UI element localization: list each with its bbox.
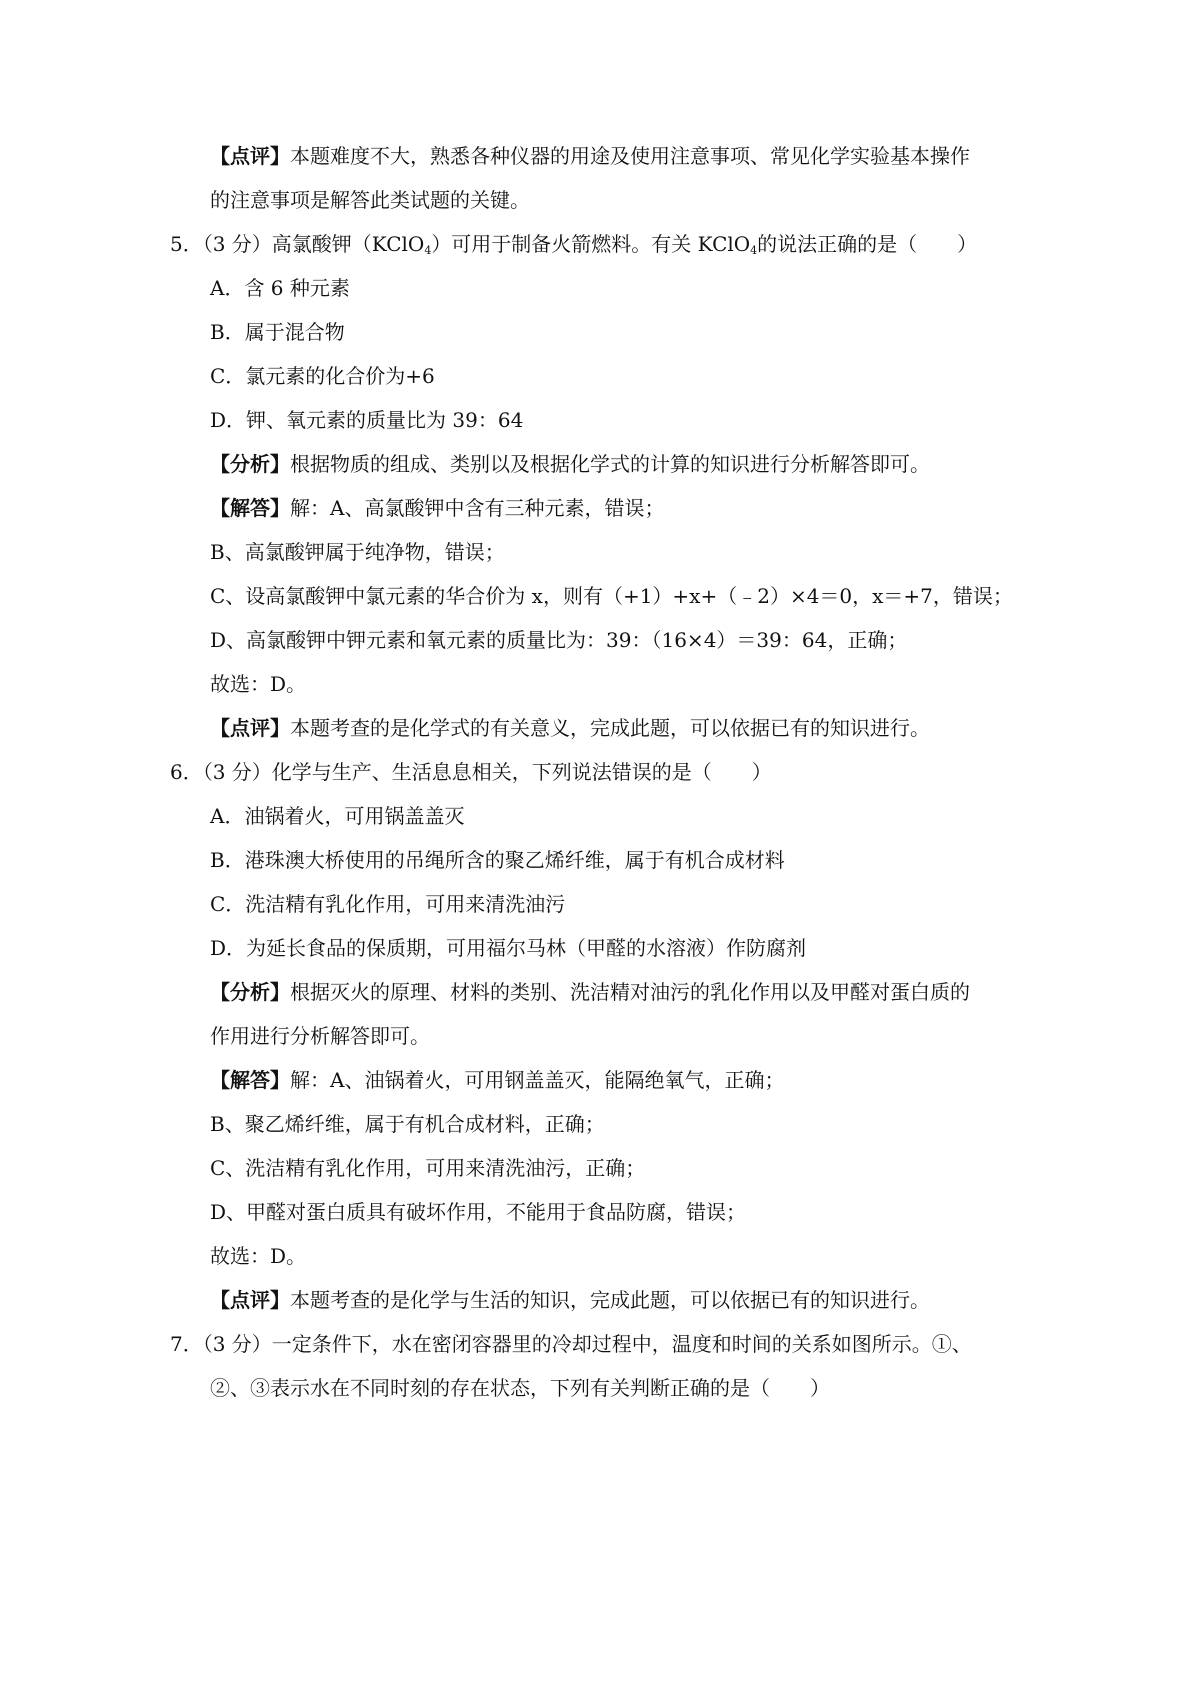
q6-analysis-text: 根据灭火的原理、材料的类别、洗洁精对油污的乳化作用以及甲醛对蛋白质的: [290, 980, 970, 1004]
q5-option-a: A．含 6 种元素: [210, 276, 350, 300]
answer-tag: 【解答】: [210, 1068, 290, 1092]
q5-comment: [210, 714, 930, 742]
q5-option-c: C．氯元素的化合价为+6: [210, 364, 435, 388]
q5-answer-text: 解：A、高氯酸钾中含有三种元素，错误；: [290, 496, 665, 520]
q5-answer-line-5: 故选：D。: [210, 672, 307, 696]
answer-tag: 【解答】: [210, 496, 290, 520]
q6-comment-text: 本题考查的是化学与生活的知识，完成此题，可以依据已有的知识进行。: [290, 1288, 930, 1312]
q5-answer-line-3: C、设高氯酸钾中氯元素的华合价为 x，则有（+1）+x+（﹣2）×4＝0，x＝+7，错误；: [210, 584, 1013, 608]
q6-answer-line-5: 故选：D。: [210, 1244, 307, 1268]
q5-answer-line-2: B、高氯酸钾属于纯净物，错误；: [210, 540, 505, 564]
q5-stem-part-1: 5．（3 分）高氯酸钾（KClO: [170, 232, 425, 256]
q6-option-d: D．为延长食品的保质期，可用福尔马林（甲醛的水溶液）作防腐剂: [210, 936, 807, 960]
q6-stem: 6．（3 分）化学与生产、生活息息相关，下列说法错误的是（ ）: [170, 760, 772, 784]
q6-option-c: C．洗洁精有乳化作用，可用来清洗油污: [210, 892, 566, 916]
analysis-tag: 【分析】: [210, 980, 290, 1004]
q5-analysis-text: 根据物质的组成、类别以及根据化学式的计算的知识进行分析解答即可。: [290, 452, 930, 476]
q6-comment: [210, 1286, 930, 1314]
q5-analysis: [210, 450, 930, 478]
q5-stem-part-2: ）可用于制备火箭燃料。有关 KClO: [431, 232, 751, 256]
comment-tag: 【点评】: [210, 716, 290, 740]
q7-stem-line-1: 7．（3 分）一定条件下，水在密闭容器里的冷却过程中，温度和时间的关系如图所示。①、: [170, 1332, 972, 1356]
q6-analysis-line-1: [210, 978, 970, 1006]
subscript-4: 4: [750, 244, 758, 257]
subscript-4: 4: [424, 244, 432, 257]
q4-comment-text: 本题难度不大，熟悉各种仪器的用途及使用注意事项、常见化学实验基本操作: [290, 144, 970, 168]
analysis-tag: 【分析】: [210, 452, 290, 476]
q4-comment-line-2: 的注意事项是解答此类试题的关键。: [210, 188, 530, 212]
q6-analysis-line-2: 作用进行分析解答即可。: [210, 1024, 430, 1048]
q6-answer-line-2: B、聚乙烯纤维，属于有机合成材料，正确；: [210, 1112, 605, 1136]
q6-answer-line-3: C、洗洁精有乳化作用，可用来清洗油污，正确；: [210, 1156, 646, 1180]
q6-option-a: A．油锅着火，可用锅盖盖灭: [210, 804, 465, 828]
q7-stem-line-2: ②、③表示水在不同时刻的存在状态，下列有关判断正确的是（ ）: [210, 1376, 830, 1400]
comment-tag: 【点评】: [210, 144, 290, 168]
q5-option-d: D．钾、氧元素的质量比为 39：64: [210, 408, 524, 432]
q5-comment-text: 本题考查的是化学式的有关意义，完成此题，可以依据已有的知识进行。: [290, 716, 930, 740]
q5-option-b: B．属于混合物: [210, 320, 345, 344]
q5-answer-line-4: D、高氯酸钾中钾元素和氧元素的质量比为：39：（16×4）＝39：64，正确；: [210, 628, 908, 652]
q6-answer-text: 解：A、油锅着火，可用钢盖盖灭，能隔绝氧气，正确；: [290, 1068, 785, 1092]
q6-answer-line-4: D、甲醛对蛋白质具有破坏作用，不能用于食品防腐，错误；: [210, 1200, 747, 1224]
comment-tag: 【点评】: [210, 1288, 290, 1312]
q6-option-b: B．港珠澳大桥使用的吊绳所含的聚乙烯纤维，属于有机合成材料: [210, 848, 785, 872]
q4-comment-line-1: [210, 142, 970, 170]
q5-stem: [170, 230, 977, 258]
q5-answer-line-1: [210, 494, 664, 522]
q5-stem-part-3: 的说法正确的是（ ）: [757, 232, 978, 256]
q6-answer-line-1: [210, 1066, 784, 1094]
